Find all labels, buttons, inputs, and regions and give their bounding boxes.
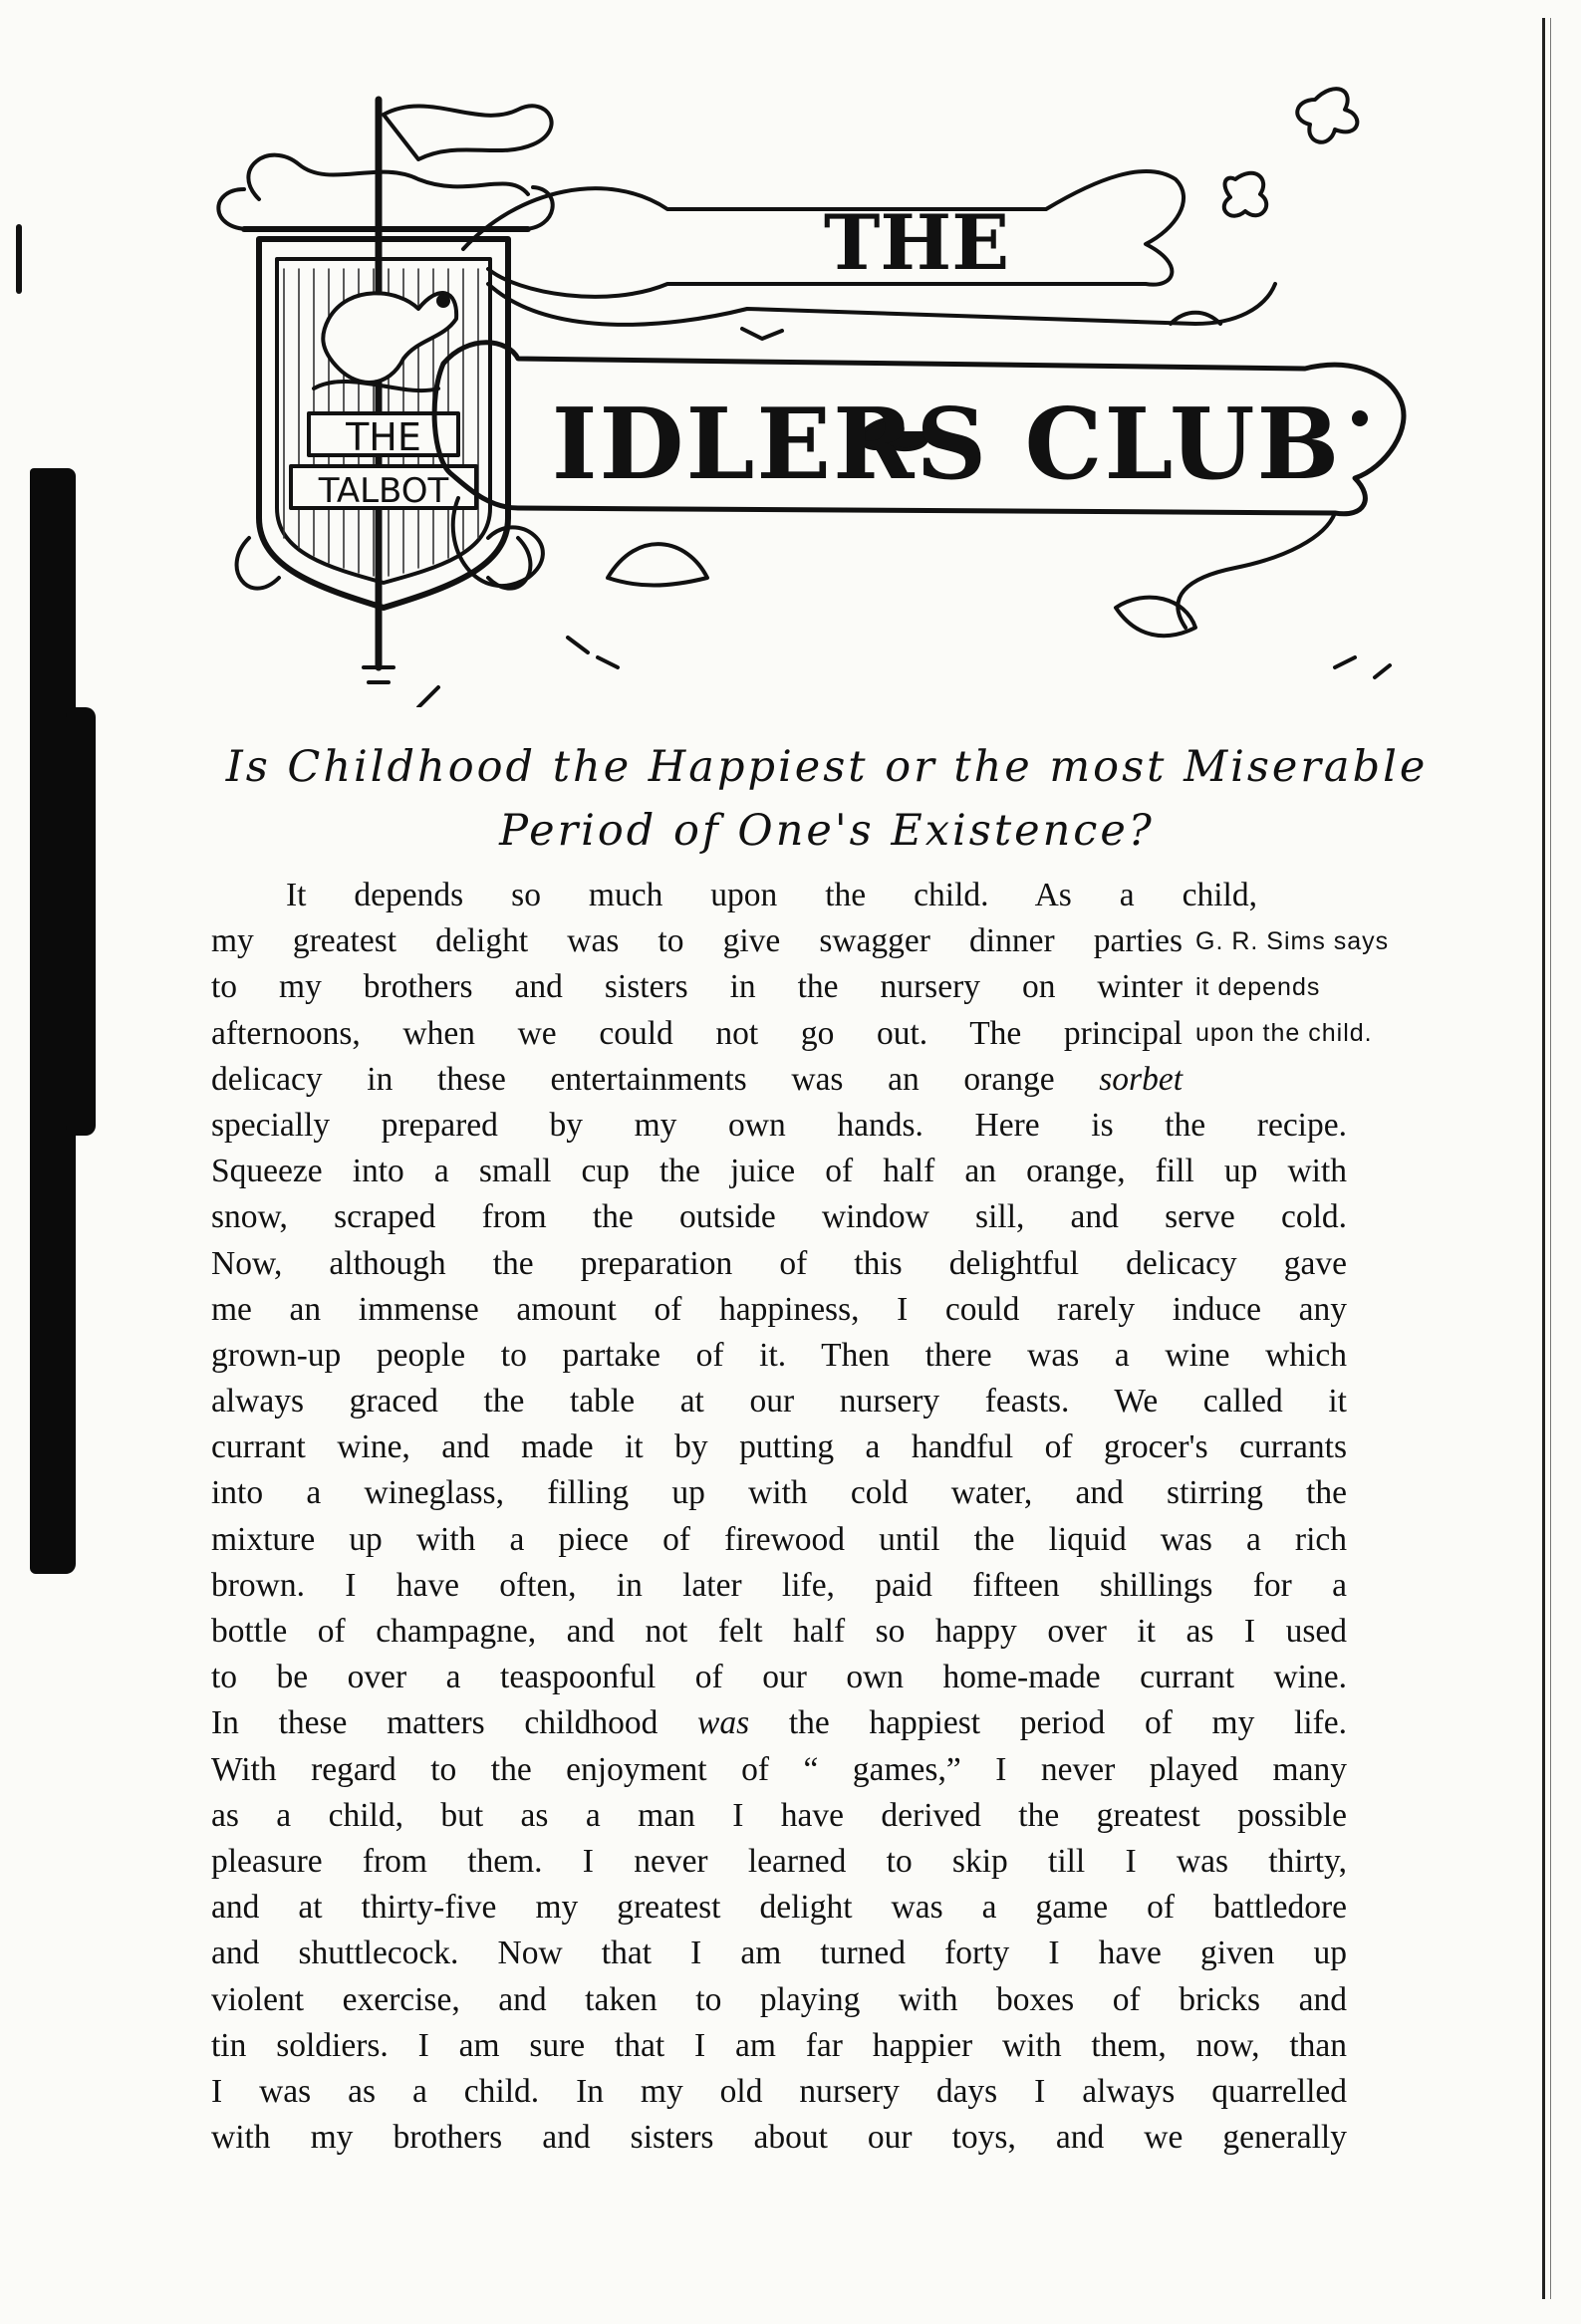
body-line: to be over a teaspoonful of our own home-made currant wine. [211,1659,1347,1696]
body-line-text: delicacy in these entertainments was an orange [211,1060,1055,1098]
body-line: Squeeze into a small cup the juice of half an orange, fill up with [211,1153,1347,1190]
body-line: With regard to the enjoyment of “ games,” I never played many [211,1750,1347,1788]
body-line: snow, scraped from the outside window sill, and serve cold. [211,1198,1347,1236]
body-line-text: In these matters childhood [211,1704,659,1742]
body-line: violent exercise, and taken to playing with boxes of bricks and [211,1980,1347,2018]
scan-right-edge-fine [1550,18,1551,2299]
body-line: mixture up with a piece of firewood until the liquid was a rich [211,1520,1347,1558]
body-line: Now, although the preparation of this delightful delicacy gave [211,1244,1347,1282]
body-line: specially prepared by my own hands. Here is the recipe. [211,1106,1347,1144]
body-line: tin soldiers. I am sure that I am far happier with them, now, than [211,2026,1347,2064]
body-line: grown-up people to partake of it. Then there was a wine which [211,1336,1347,1374]
scan-right-edge [1542,18,1545,2299]
sidenote-line: it depends [1195,973,1321,1001]
body-line: me an immense amount of happiness, I could rarely induce any [211,1290,1347,1328]
scan-edge-mark [16,224,22,294]
italic-word: sorbet [1099,1060,1183,1098]
body-line: and shuttlecock. Now that I am turned forty I have given up [211,1935,1347,1972]
body-line: bottle of champagne, and not felt half so happy over it as I used [211,1613,1347,1650]
svg-text:TALBOT: TALBOT [318,471,449,511]
body-line: I was as a child. In my old nursery days I always quarrelled [211,2072,1347,2110]
svg-text:THE: THE [346,415,421,459]
sidenote-line: G. R. Sims says [1195,927,1390,955]
body-line: afternoons, when we could not go out. The principal [211,1014,1183,1052]
body-line [211,1700,1347,1746]
body-line: my greatest delight was to give swagger dinner parties [211,922,1183,960]
italic-word: was [697,1704,750,1742]
article-title-line-2: Period of One's Existence? [499,806,1155,856]
body-line: It depends so much upon the child. As a child, [286,877,1257,913]
svg-text:IDLERS CLUB: IDLERS CLUB [551,387,1342,502]
body-line: brown. I have often, in later life, paid fifteen shillings for a [211,1566,1347,1604]
scan-margin-shadow [30,468,76,1574]
body-line: always graced the table at our nursery feasts. We called it [211,1383,1347,1420]
article-title-line-1: Is Childhood the Happiest or the most Miserable [225,742,1429,792]
sidenote-line: upon the child. [1195,1019,1373,1047]
body-line: with my brothers and sisters about our toys, and we generally [211,2119,1347,2157]
idlers-club-header-illustration [189,70,1445,707]
body-line: currant wine, and made it by putting a handful of grocer's currants [211,1428,1347,1466]
article-body [211,873,1347,2161]
body-line: as a child, but as a man I have derived the greatest possible [211,1796,1347,1834]
body-line: pleasure from them. I never learned to skip till I was thirty, [211,1842,1347,1880]
svg-text:THE: THE [823,198,1010,287]
body-line: into a wineglass, filling up with cold water, and stirring the [211,1474,1347,1512]
body-line-text: the happiest period of my life. [788,1704,1348,1742]
body-line: to my brothers and sisters in the nursery on winter [211,968,1183,1006]
article-title [179,735,1474,863]
body-line: and at thirty-five my greatest delight was a game of battledore [211,1889,1347,1927]
body-line [211,1057,1183,1103]
